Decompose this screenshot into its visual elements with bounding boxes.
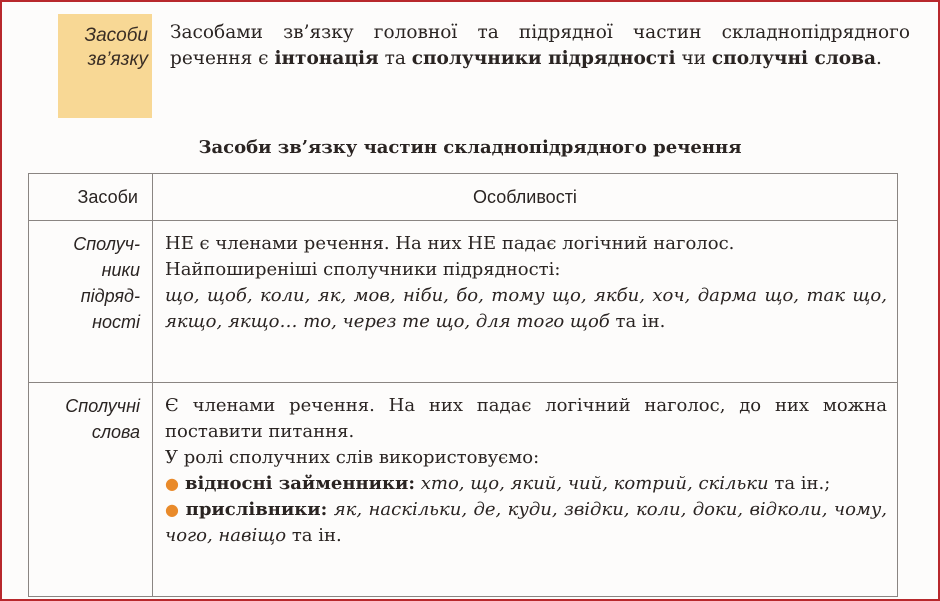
intro-bold-term: сполучники підрядності bbox=[411, 48, 676, 69]
row-label-line: Сполучні bbox=[65, 396, 140, 416]
column-header-means: Засоби bbox=[29, 174, 153, 221]
intro-paragraph bbox=[170, 20, 910, 72]
description-line: Найпоширеніші сполучники підрядності: bbox=[165, 259, 561, 280]
intro-text: чи bbox=[675, 48, 712, 69]
section-label bbox=[58, 14, 152, 118]
examples-paragraph bbox=[165, 283, 887, 335]
description-line: НЕ є членами речення. На них НЕ падає логічний наголос. bbox=[165, 233, 735, 254]
description-line: У ролі сполучних слів використовуємо: bbox=[165, 447, 540, 468]
bullet-item bbox=[165, 471, 887, 497]
bullet-term: відносні займенники: bbox=[184, 473, 416, 494]
row-label-connective-words bbox=[29, 383, 153, 597]
row-label-line: ності bbox=[92, 312, 140, 332]
examples-list: як, наскільки, де, куди, звідки, коли, доки, відколи, чому, чого, навіщо bbox=[165, 499, 887, 546]
row-label-line: підряд- bbox=[80, 286, 140, 306]
means-table bbox=[28, 173, 898, 597]
examples-list: що, щоб, коли, як, мов, ніби, бо, тому що, якби, хоч, дарма що, так що, якщо, якщо… то, через те що, для того щоб bbox=[165, 285, 887, 332]
examples-list: хто, що, який, чий, котрий, скільки bbox=[415, 473, 769, 494]
bullet-icon: ● bbox=[165, 500, 180, 519]
bullet-term: прислівники: bbox=[185, 499, 328, 520]
bullet-icon: ● bbox=[165, 474, 179, 493]
examples-tail: та ін. bbox=[609, 311, 666, 332]
row-label-conjunctions bbox=[29, 221, 153, 383]
table-title: Засоби зв’язку частин складнопідрядного речення bbox=[198, 137, 742, 158]
row-description-connective-words bbox=[153, 383, 898, 597]
row-label-line: ники bbox=[101, 260, 140, 280]
table-header-row bbox=[29, 174, 898, 221]
row-description-conjunctions bbox=[153, 221, 898, 383]
intro-bold-term: інтонація bbox=[274, 48, 379, 69]
table-row bbox=[29, 383, 898, 597]
description-line: Є членами речення. На них падає логічний наголос, до них можна поставити питання. bbox=[165, 395, 887, 442]
column-header-features: Особливості bbox=[153, 174, 898, 221]
row-label-line: Сполуч- bbox=[73, 234, 140, 254]
section-label-line: Засоби bbox=[84, 25, 148, 46]
section-label-line: зв’язку bbox=[87, 49, 148, 70]
examples-tail: та ін.; bbox=[768, 473, 831, 494]
intro-text: Засобами зв’язку головної та підрядної частин складнопідрядного речення є bbox=[170, 22, 910, 69]
intro-bold-term: сполучні слова bbox=[711, 48, 876, 69]
intro-text: та bbox=[378, 48, 412, 69]
row-label-line: слова bbox=[91, 422, 140, 442]
table-row bbox=[29, 221, 898, 383]
bullet-item bbox=[165, 497, 887, 549]
examples-tail: та ін. bbox=[286, 525, 342, 546]
intro-text: . bbox=[875, 48, 882, 69]
